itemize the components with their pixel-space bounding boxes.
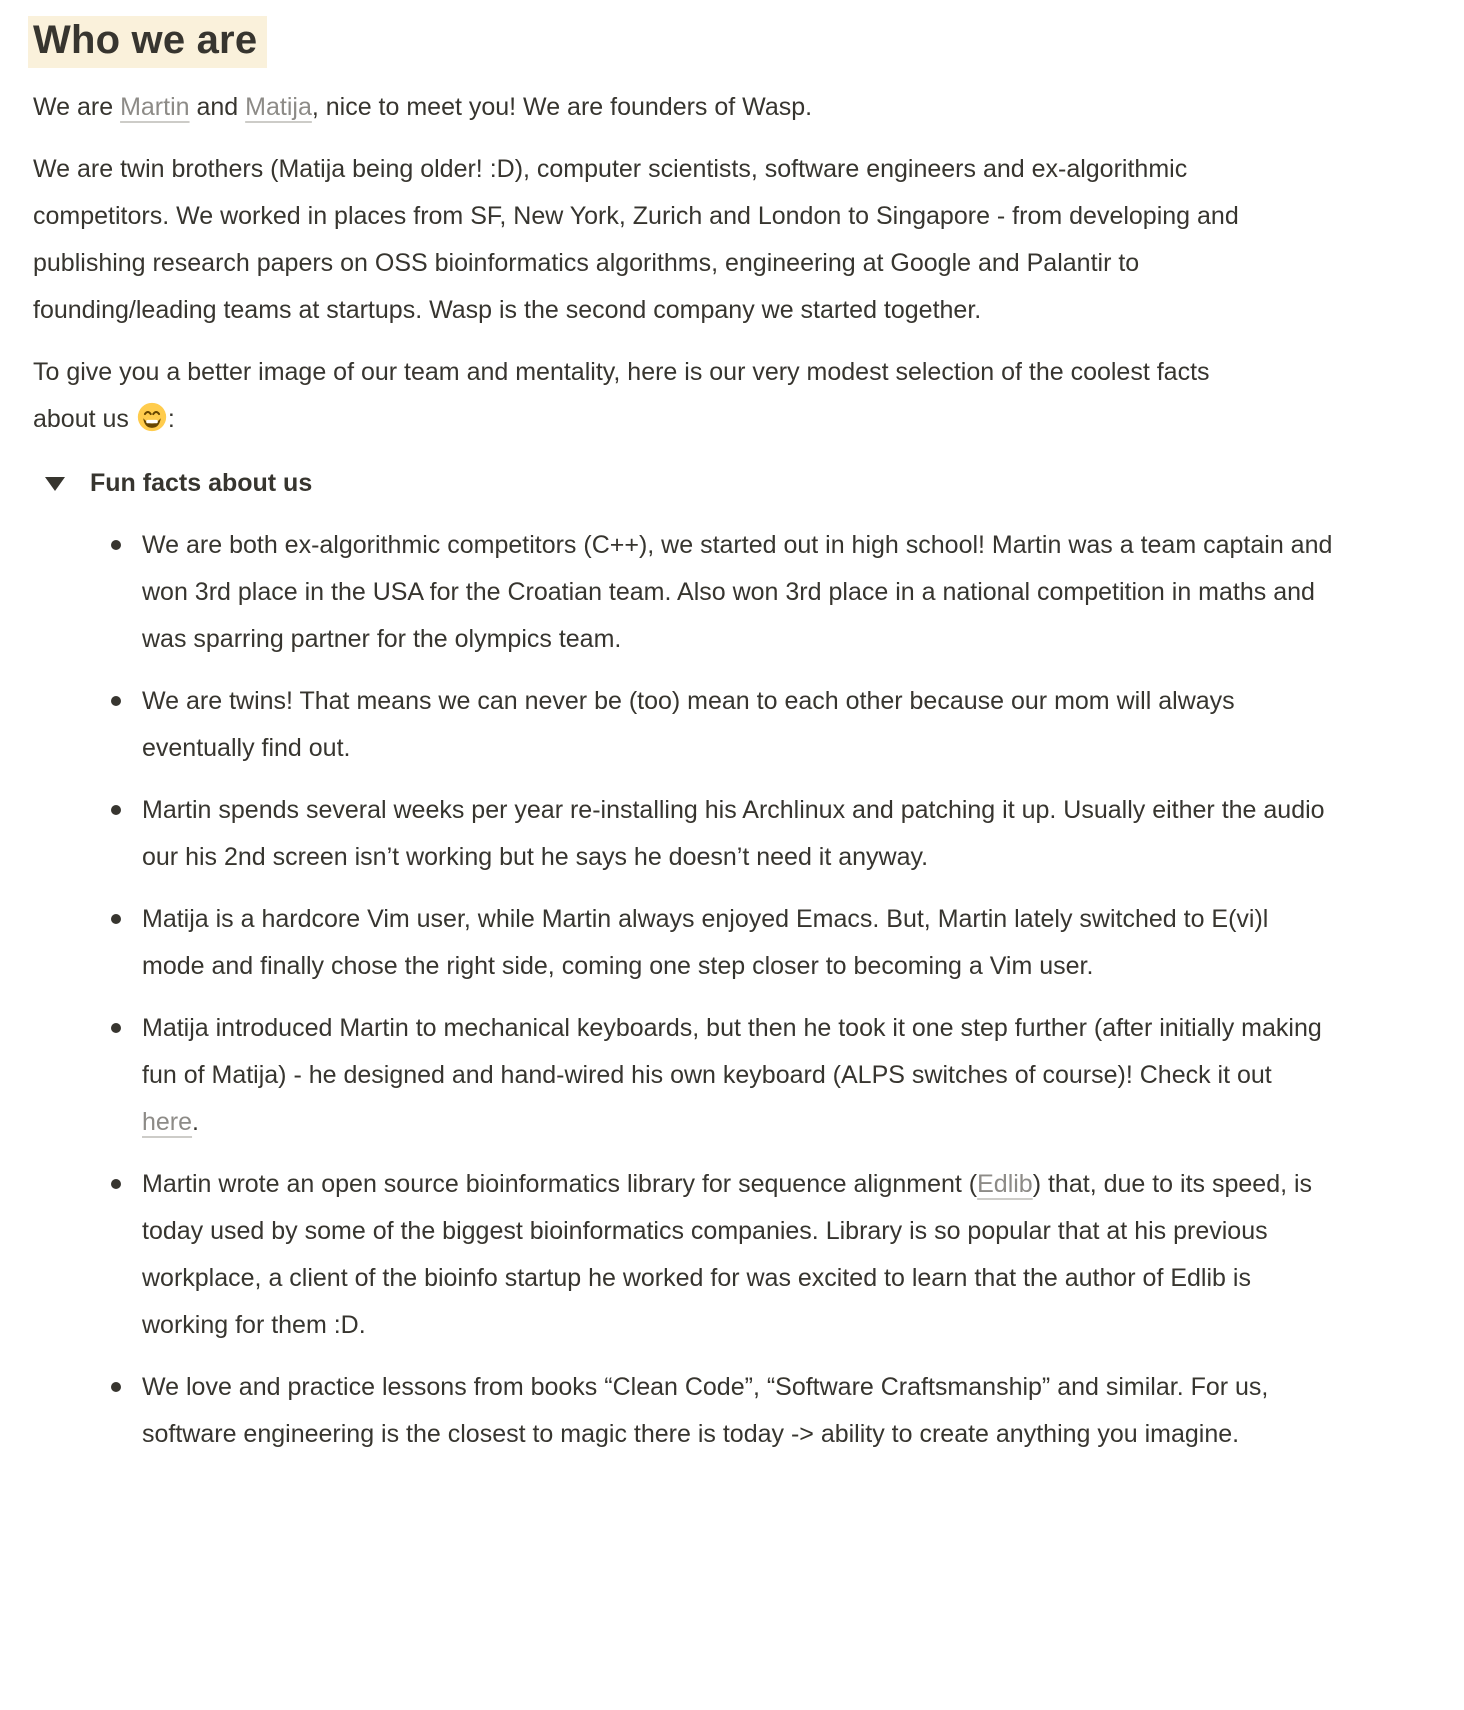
fact-text: Matija is a hardcore Vim user, while Martin always enjoyed Emacs. But, Martin lately switched to E(vi)l mode and finally chose the right side, coming one step closer to becoming a Vim user. <box>142 905 1269 980</box>
fact-item-vim-emacs <box>110 890 1334 997</box>
intro-text: We are <box>33 93 121 121</box>
fact-item-keyboards <box>110 999 1334 1153</box>
fact-text: Matija introduced Martin to mechanical keyboards, but then he took it one step further (after initially making fun of Matija) - he designed and hand-wired his own keyboard (ALPS switches of course)! Check it out <box>142 1014 1322 1089</box>
facts-intro-text: To give you a better image of our team and mentality, here is our very modest selection of the coolest facts about us <box>33 358 1210 433</box>
intro-text: , nice to meet you! We are founders of Wasp. <box>311 93 813 121</box>
fact-text: Martin wrote an open source bioinformatics library for sequence alignment ( <box>142 1170 978 1198</box>
grinning-face-emoji-icon <box>137 402 167 432</box>
fun-facts-toggle <box>33 454 1428 514</box>
fact-text: . <box>192 1108 199 1136</box>
fact-item-clean-code <box>110 1358 1334 1465</box>
fact-text: ) that, due to its speed, is today used by some of the biggest bioinformatics companies. Library is so popular that at his previous workplace, a client of the bioinfo startup he worked for was excited to learn that the author of Edlib is working for them :D. <box>142 1170 1313 1339</box>
facts-intro-colon: : <box>167 405 175 433</box>
fact-item-archlinux <box>110 781 1334 888</box>
background-paragraph: We are twin brothers (Matija being older! :D), computer scientists, software engineers and ex-algorithmic competitors. We worked in places from SF, New York, Zurich and London to Singapore - from developing and publishing research papers on OSS bioinformatics algorithms, engineering at Google and Palantir to founding/leading teams at startups. Wasp is the second company we started together. <box>33 155 1239 324</box>
page-title <box>33 12 1428 68</box>
martin-link[interactable]: Martin <box>120 93 190 121</box>
toggle-chevron-down-icon[interactable] <box>33 460 77 507</box>
intro-text: and <box>189 93 246 121</box>
fact-text: We love and practice lessons from books “Clean Code”, “Software Craftsmanship” and similar. For us, software engineering is the closest to magic there is today -> ability to create anything you imagine. <box>142 1373 1269 1448</box>
page-title-highlight: Who we are <box>28 16 267 68</box>
fact-item-edlib <box>110 1155 1334 1356</box>
toggle-label[interactable]: Fun facts about us <box>90 469 313 497</box>
fact-text: We are both ex-algorithmic competitors (C++), we started out in high school! Martin was a team captain and won 3rd place in the USA for the Croatian team. Also won 3rd place in a national competition in maths and was sparring partner for the olympics team. <box>142 531 1333 653</box>
facts-intro-paragraph <box>33 343 1278 450</box>
matija-link[interactable]: Matija <box>245 93 312 121</box>
fact-text: We are twins! That means we can never be (too) mean to each other because our mom will always eventually find out. <box>142 687 1235 762</box>
fact-item-twins <box>110 672 1334 779</box>
fact-item-competitors <box>110 516 1334 670</box>
edlib-link[interactable]: Edlib <box>977 1170 1033 1198</box>
keyboard-here-link[interactable]: here <box>142 1108 193 1136</box>
fun-facts-list <box>33 516 1428 1465</box>
fact-text: Martin spends several weeks per year re-installing his Archlinux and patching it up. Usually either the audio our his 2nd screen isn’t working but he says he doesn’t need it anyway. <box>142 796 1325 871</box>
intro-paragraph <box>33 78 1278 138</box>
